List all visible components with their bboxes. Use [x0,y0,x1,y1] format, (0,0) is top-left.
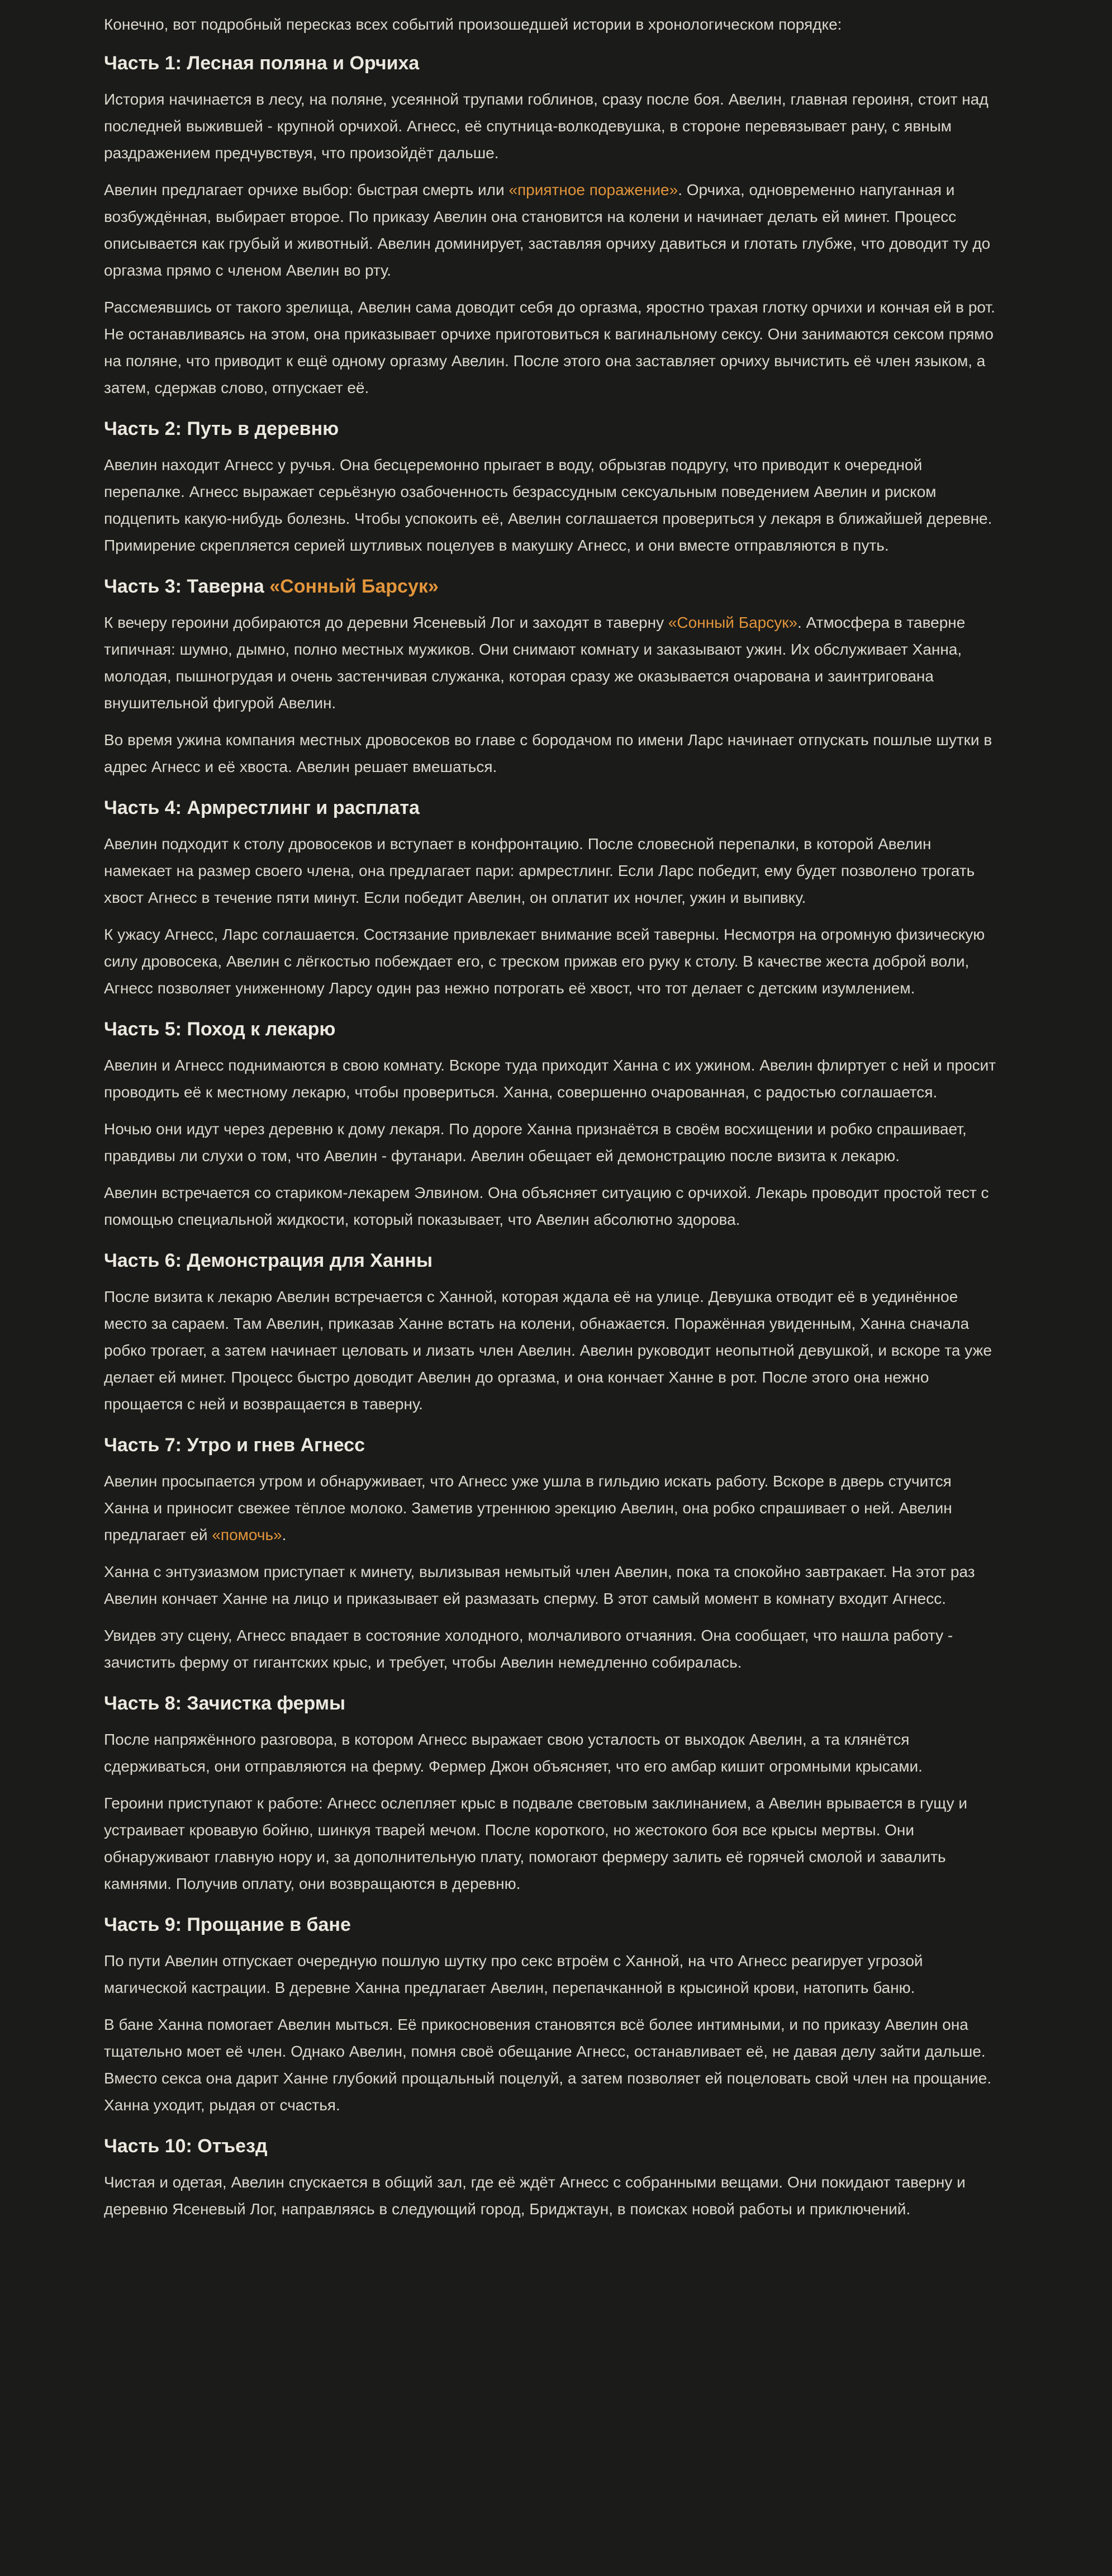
story-paragraph [104,609,998,717]
paragraph-text: Авелин встречается со стариком-лекарем Элвином. Она объясняет ситуацию с орчихой. Лекарь проводит простой тест с помощью специальной жидкости, который показывает, что Авелин абсолютно здорова. [104,1184,989,1228]
story-section-5 [104,1016,998,1233]
intro-paragraph [104,11,998,38]
section-title [104,50,998,76]
section-title [104,1432,998,1458]
paragraph-text: К вечеру героини добираются до деревни Ясеневый Лог и заходят в таверну [104,614,668,631]
story-paragraph [104,1622,998,1676]
story-section-2 [104,416,998,559]
story-paragraph [104,452,998,559]
story-paragraph [104,1948,998,2001]
story-section-9 [104,1912,998,2119]
paragraph-text: Авелин предлагает орчихе выбор: быстрая смерть или [104,181,509,198]
paragraph-text: После напряжённого разговора, в котором Агнесс выражает свою усталость от выходок Авелин, а та клянётся сдерживаться, они отправляются на ферму. Фермер Джон объясняет, что его амбар кишит огромными крысами. [104,1731,923,1775]
story-paragraph [104,1180,998,1233]
story-paragraph [104,1559,998,1612]
paragraph-text: Рассмеявшись от такого зрелища, Авелин сама доводит себя до оргазма, яростно трахая глотку орчихи и кончая ей в рот. Не останавливаясь на этом, она приказывает орчихе приготовиться к вагинальному сексу. Они занимаются сексом прямо на поляне, что приводит к ещё одному оргазму Авелин. После этого она заставляет орчиху вычистить её член языком, а затем, сдержав слово, отпускает её. [104,299,995,396]
paragraph-text: Авелин подходит к столу дровосеков и вступает в конфронтацию. После словесной перепалки, в которой Авелин намекает на размер своего члена, она предлагает пари: армрестлинг. Если Ларс победит, ему будет позволено трогать хвост Агнесс в течение пяти минут. Если победит Авелин, он оплатит их ночлег, ужин и выпивку. [104,835,975,906]
story-section-7 [104,1432,998,1676]
paragraph-text: Ночью они идут через деревню к дому лекаря. По дороге Ханна признаётся в своём восхищении и робко спрашивает, правдивы ли слухи о том, что Авелин - футанари. Авелин обещает ей демонстрацию после визита к лекарю. [104,1120,967,1164]
story-section-4 [104,795,998,1002]
section-title-text: Часть 10: Отъезд [104,2135,268,2157]
story-paragraph [104,1726,998,1780]
story-paragraph [104,294,998,401]
paragraph-text: Авелин находит Агнесс у ручья. Она бесцеремонно прыгает в воду, обрызгав подругу, что приводит к очередной перепалке. Агнесс выражает серьёзную озабоченность безрассудным сексуальным поведением Авелин и риском подцепить какую-нибудь болезнь. Чтобы успокоить её, Авелин соглашается провериться у лекаря в ближайшей деревне. Примирение скрепляется серией шутливых поцелуев в макушку Агнесс, и они вместе отправляются в путь. [104,456,992,554]
section-title-text: Часть 5: Поход к лекарю [104,1019,336,1040]
story-paragraph [104,177,998,284]
section-title [104,416,998,442]
section-title-text: Часть 2: Путь в деревню [104,418,339,439]
story-section-10 [104,2133,998,2223]
story-section-8 [104,1690,998,1897]
paragraph-text: После визита к лекарю Авелин встречается с Ханной, которая ждала её на улице. Девушка отводит её в уединённое место за сараем. Там Авелин, приказав Ханне встать на колени, обнажается. Поражённая увиденным, Ханна сначала робко трогает, а затем начинает целовать и лизать член Авелин. Авелин руководит неопытной девушкой, и вскоре та уже делает ей минет. Процесс быстро доводит Авелин до оргазма, и она кончает Ханне в рот. После этого она нежно прощается с ней и возвращается в таверну. [104,1288,992,1413]
paragraph-text: В бане Ханна помогает Авелин мыться. Её прикосновения становятся всё более интимными, и по приказу Авелин она тщательно моет её член. Однако Авелин, помня своё обещание Агнесс, останавливает её, не давая делу зайти дальше. Вместо секса она дарит Ханне глубокий прощальный поцелуй, а затем позволяет ей поцеловать свой член на прощание. Ханна уходит, рыдая от счастья. [104,2016,992,2114]
section-title [104,2133,998,2159]
section-title [104,795,998,821]
section-title [104,1912,998,1938]
quoted-phrase: «приятное поражение» [509,181,678,198]
story-paragraph [104,86,998,167]
section-title-text: Часть 8: Зачистка фермы [104,1693,346,1714]
section-title-text: Часть 3: Таверна [104,576,270,597]
story-paragraph [104,921,998,1002]
paragraph-text: Во время ужина компания местных дровосеков во главе с бородачом по имени Ларс начинает отпускать пошлые шутки в адрес Агнесс и её хвоста. Авелин решает вмешаться. [104,731,992,775]
paragraph-text: Увидев эту сцену, Агнесс впадает в состояние холодного, молчаливого отчаяния. Она сообщает, что нашла работу - зачистить ферму от гигантских крыс, и требует, чтобы Авелин немедленно собиралась. [104,1627,953,1671]
paragraph-text: Ханна с энтузиазмом приступает к минету, вылизывая немытый член Авелин, пока та спокойно завтракает. На этот раз Авелин кончает Ханне на лицо и приказывает ей размазать сперму. В этот самый момент в комнату входит Агнесс. [104,1563,975,1607]
story-paragraph [104,2011,998,2119]
story-paragraph [104,1116,998,1169]
story-paragraph [104,1052,998,1106]
quoted-phrase: «Сонный Барсук» [668,614,798,631]
paragraph-text: . [282,1526,287,1543]
section-title [104,1016,998,1042]
story-section-1 [104,50,998,401]
section-title [104,1690,998,1716]
section-title-text: Часть 7: Утро и гнев Агнесс [104,1434,365,1456]
story-paragraph [104,1468,998,1549]
story-paragraph [104,727,998,780]
story-section-3 [104,574,998,780]
paragraph-text: Авелин и Агнесс поднимаются в свою комнату. Вскоре туда приходит Ханна с их ужином. Авелин флиртует с ней и просит проводить её к местному лекарю, чтобы провериться. Ханна, совершенно очарованная, с радостью соглашается. [104,1057,996,1101]
paragraph-text: . Орчиха, одновременно напуганная и возбуждённая, выбирает второе. По приказу Авелин она становится на колени и начинает делать ей минет. Процесс описывается как грубый и животный. Авелин доминирует, заставляя орчиху давиться и глотать глубже, что доводит ту до оргазма прямо с членом Авелин во рту. [104,181,991,279]
section-title-text: Часть 6: Демонстрация для Ханны [104,1250,433,1271]
paragraph-text: История начинается в лесу, на поляне, усеянной трупами гоблинов, сразу после боя. Авелин, главная героиня, стоит над последней выжившей - крупной орчихой. Агнесс, её спутница-волкодевушка, в стороне перевязывает рану, с явным раздражением предчувствуя, что произойдёт дальше. [104,91,989,162]
section-title-text: Часть 4: Армрестлинг и расплата [104,797,420,818]
section-title [104,1248,998,1273]
story-paragraph [104,1284,998,1418]
paragraph-text: . Атмосфера в таверне типичная: шумно, дымно, полно местных мужиков. Они снимают комнату и заказывают ужин. Их обслуживает Ханна, молодая, пышногрудая и очень застенчивая служанка, которая сразу же оказывается очарована и заинтригована внушительной фигурой Авелин. [104,614,966,712]
paragraph-text: По пути Авелин отпускает очередную пошлую шутку про секс втроём с Ханной, на что Агнесс реагирует угрозой магической кастрации. В деревне Ханна предлагает Авелин, перепачканной в крысиной крови, натопить баню. [104,1952,923,1996]
story-paragraph [104,2169,998,2223]
section-title [104,574,998,599]
quoted-phrase: «помочь» [212,1526,282,1543]
intro-text: Конечно, вот подробный пересказ всех событий произошедшей истории в хронологическом порядке: [104,16,842,33]
assistant-message [104,11,998,2223]
section-title-text: Часть 1: Лесная поляна и Орчиха [104,53,420,74]
paragraph-text: Авелин просыпается утром и обнаруживает, что Агнесс уже ушла в гильдию искать работу. Вскоре в дверь стучится Ханна и приносит свежее тёплое молоко. Заметив утреннюю эрекцию Авелин, она робко спрашивает о ней. Авелин предлагает ей [104,1472,952,1543]
paragraph-text: К ужасу Агнесс, Ларс соглашается. Состязание привлекает внимание всей таверны. Несмотря на огромную физическую силу дровосека, Авелин с лёгкостью побеждает его, с треском прижав его руку к столу. В качестве жеста доброй воли, Агнесс позволяет униженному Ларсу один раз нежно потрогать её хвост, что тот делает с детским изумлением. [104,926,985,997]
quoted-phrase: «Сонный Барсук» [269,576,439,597]
paragraph-text: Чистая и одетая, Авелин спускается в общий зал, где её ждёт Агнесс с собранными вещами. Они покидают таверну и деревню Ясеневый Лог, направляясь в следующий город, Бриджтаун, в поисках новой работы и приключений. [104,2174,966,2218]
story-paragraph [104,831,998,911]
paragraph-text: Героини приступают к работе: Агнесс ослепляет крыс в подвале световым заклинанием, а Авелин врывается в гущу и устраивает кровавую бойню, шинкуя тварей мечом. После короткого, но жестокого боя все крысы мертвы. Они обнаруживают главную нору и, за дополнительную плату, помогают фермеру залить её горячей смолой и завалить камнями. Получив оплату, они возвращаются в деревню. [104,1794,968,1892]
section-title-text: Часть 9: Прощание в бане [104,1914,351,1935]
story-paragraph [104,1790,998,1897]
story-section-6 [104,1248,998,1418]
